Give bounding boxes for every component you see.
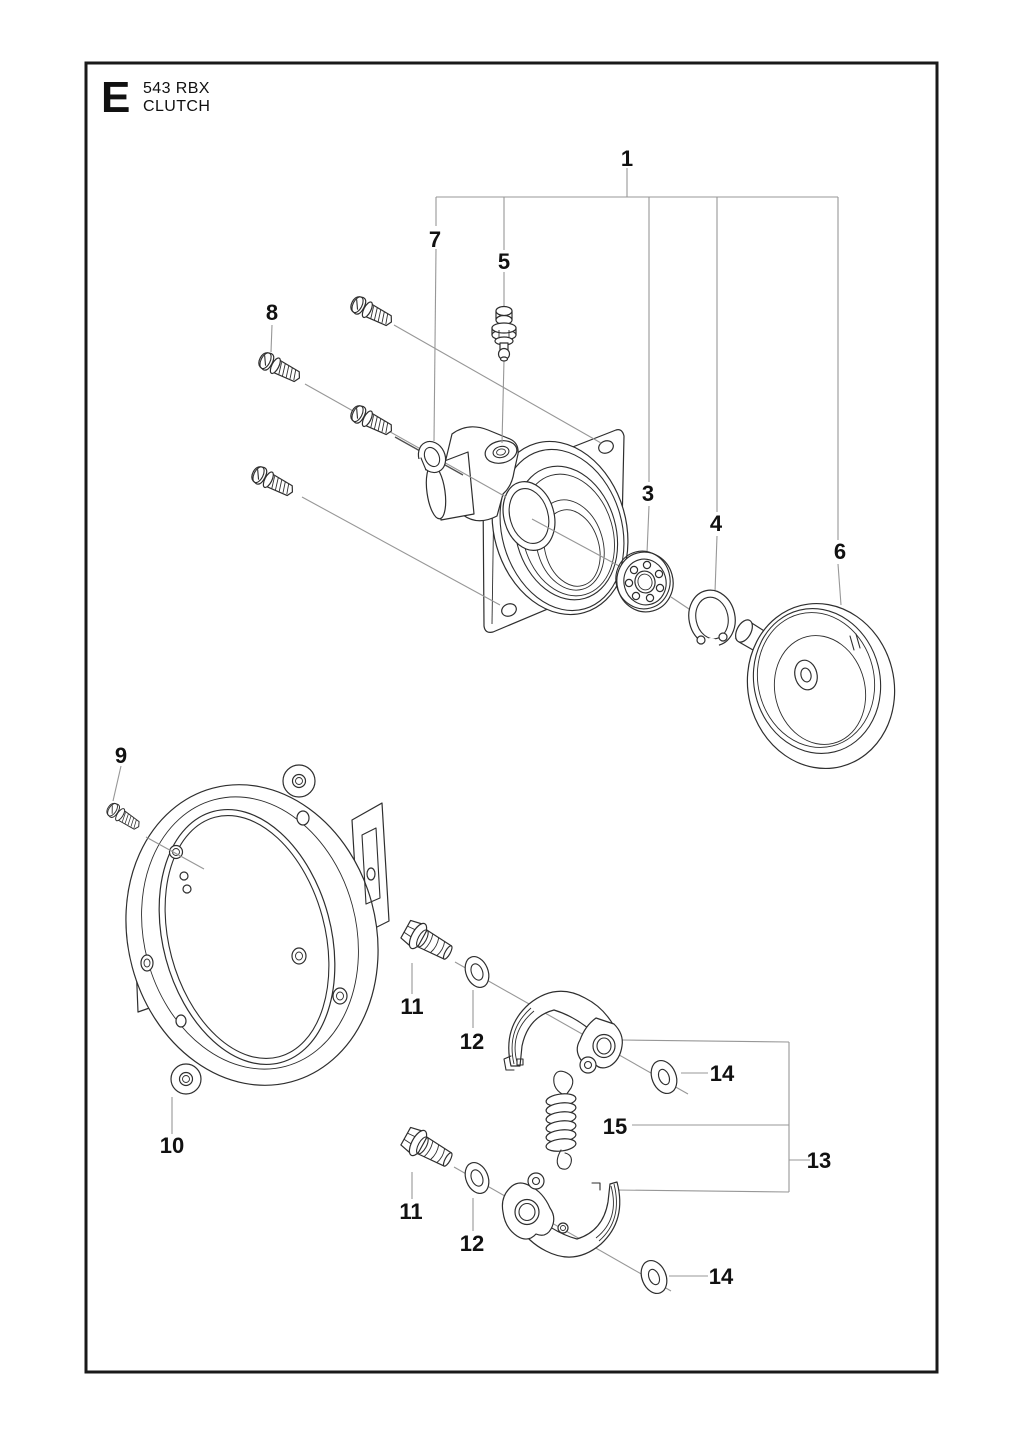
part-13-clutch-shoe-lower [502,1173,619,1257]
callout-3: 3 [641,481,655,506]
part-10-clutch-cover [93,756,411,1114]
section-title: CLUTCH [143,98,211,115]
part-9-screw [104,801,142,833]
callout-1: 1 [620,146,634,171]
part-11-bolts [399,917,457,1173]
section-letter: E [101,73,131,122]
callout-12b: 12 [459,1231,485,1256]
part-5-grease-nipple [492,307,516,362]
part-15-spring [545,1071,576,1169]
callout-10: 10 [159,1133,185,1158]
callout-11b: 11 [399,1199,423,1224]
callout-11a: 11 [400,994,424,1019]
leader-lines [113,168,841,1291]
callout-9: 9 [114,743,128,768]
clutch-housing [423,425,647,632]
callouts [115,146,846,1289]
callout-15: 15 [602,1114,628,1139]
part-12-washers [461,953,493,1197]
callout-8: 8 [265,300,279,325]
callout-4: 4 [709,511,723,536]
part-14-washers [637,1057,682,1298]
model-name: 543 RBX [143,80,210,97]
callout-14a: 14 [709,1061,735,1086]
callout-6: 6 [833,539,847,564]
callout-5: 5 [497,249,511,274]
part-6-clutch-drum [730,588,912,784]
callout-14b: 14 [708,1264,734,1289]
part-4-circlip [684,586,741,654]
callout-12a: 12 [459,1029,485,1054]
callout-7: 7 [428,227,442,252]
callout-13: 13 [806,1148,832,1173]
part-13-clutch-shoe-upper [504,991,622,1073]
